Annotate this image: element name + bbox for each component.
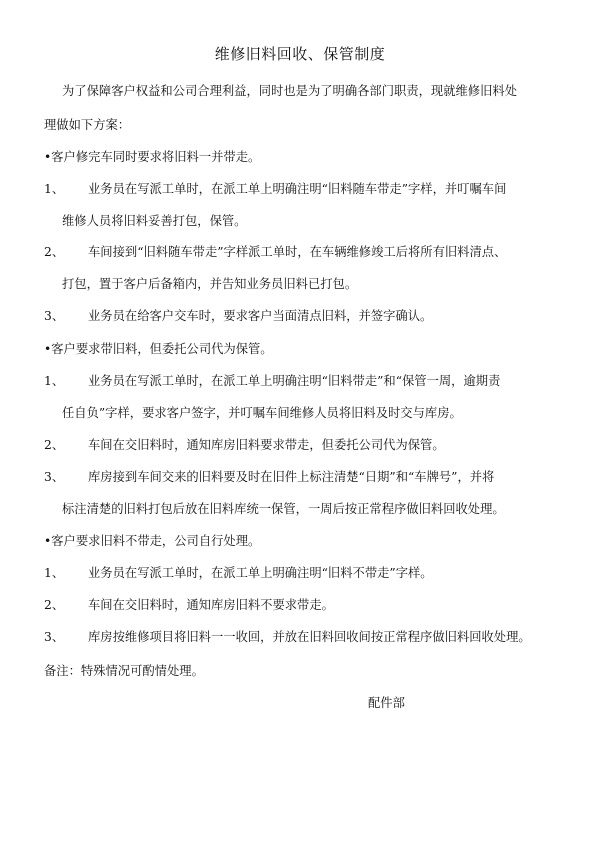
list-number: 3、	[44, 309, 65, 323]
list-number: 1、	[44, 566, 65, 580]
signature: 配件部	[368, 696, 405, 710]
list-item-line: 维修人员将旧料妥善打包，保管。	[62, 214, 247, 228]
list-item-line: 业务员在给客户交车时，要求客户当面清点旧料，并签字确认。	[88, 309, 433, 323]
list-number: 3、	[44, 470, 65, 484]
list-item-line: 车间接到“旧料随车带走”字样派工单时，在车辆维修竣工后将所有旧料清点、	[88, 245, 507, 259]
list-item-line: 任自负”字样，要求客户签字，并叮嘱车间维修人员将旧料及时交与库房。	[62, 406, 462, 420]
list-number: 2、	[44, 245, 65, 259]
intro-line-2: 理做如下方案：	[44, 118, 131, 132]
list-item-line: 业务员在写派工单时，在派工单上明确注明“旧料随车带走”字样，并叮嘱车间	[88, 182, 507, 196]
note: 备注：特殊情况可酌情处理。	[44, 664, 204, 678]
list-number: 2、	[44, 598, 65, 612]
section-heading-2: •客户要求带旧料，但委托公司代为保管。	[44, 342, 273, 356]
list-item-line: 业务员在写派工单时，在派工单上明确注明“旧料带走”和“保管一周，逾期责	[88, 374, 501, 388]
document-title: 维修旧料回收、保管制度	[214, 45, 386, 63]
list-item-line: 库房接到车间交来的旧料要及时在旧件上标注清楚“日期”和“车牌号”，并将	[88, 470, 495, 484]
intro-line-1: 为了保障客户权益和公司合理利益，同时也是为了明确各部门职责，现就维修旧料处	[62, 84, 517, 98]
list-number: 1、	[44, 182, 65, 196]
list-number: 2、	[44, 438, 65, 452]
list-item-line: 车间在交旧料时，通知库房旧料不要求带走。	[88, 598, 334, 612]
list-item-line: 打包，置于客户后备箱内，并告知业务员旧料已打包。	[62, 277, 358, 291]
list-number: 3、	[44, 630, 65, 644]
section-heading-1: •客户修完车同时要求将旧料一并带走。	[44, 150, 261, 164]
list-item-line: 库房按维修项目将旧料一一收回，并放在旧料回收间按正常程序做旧料回收处理。	[88, 630, 531, 644]
list-item-line: 车间在交旧料时，通知库房旧料要求带走，但委托公司代为保管。	[88, 438, 445, 452]
list-number: 1、	[44, 374, 65, 388]
list-item-line: 业务员在写派工单时，在派工单上明确注明“旧料不带走”字样。	[88, 566, 433, 580]
list-item-line: 标注清楚的旧料打包后放在旧料库统一保管，一周后按正常程序做旧料回收处理。	[62, 502, 505, 516]
section-heading-3: •客户要求旧料不带走，公司自行处理。	[44, 534, 261, 548]
